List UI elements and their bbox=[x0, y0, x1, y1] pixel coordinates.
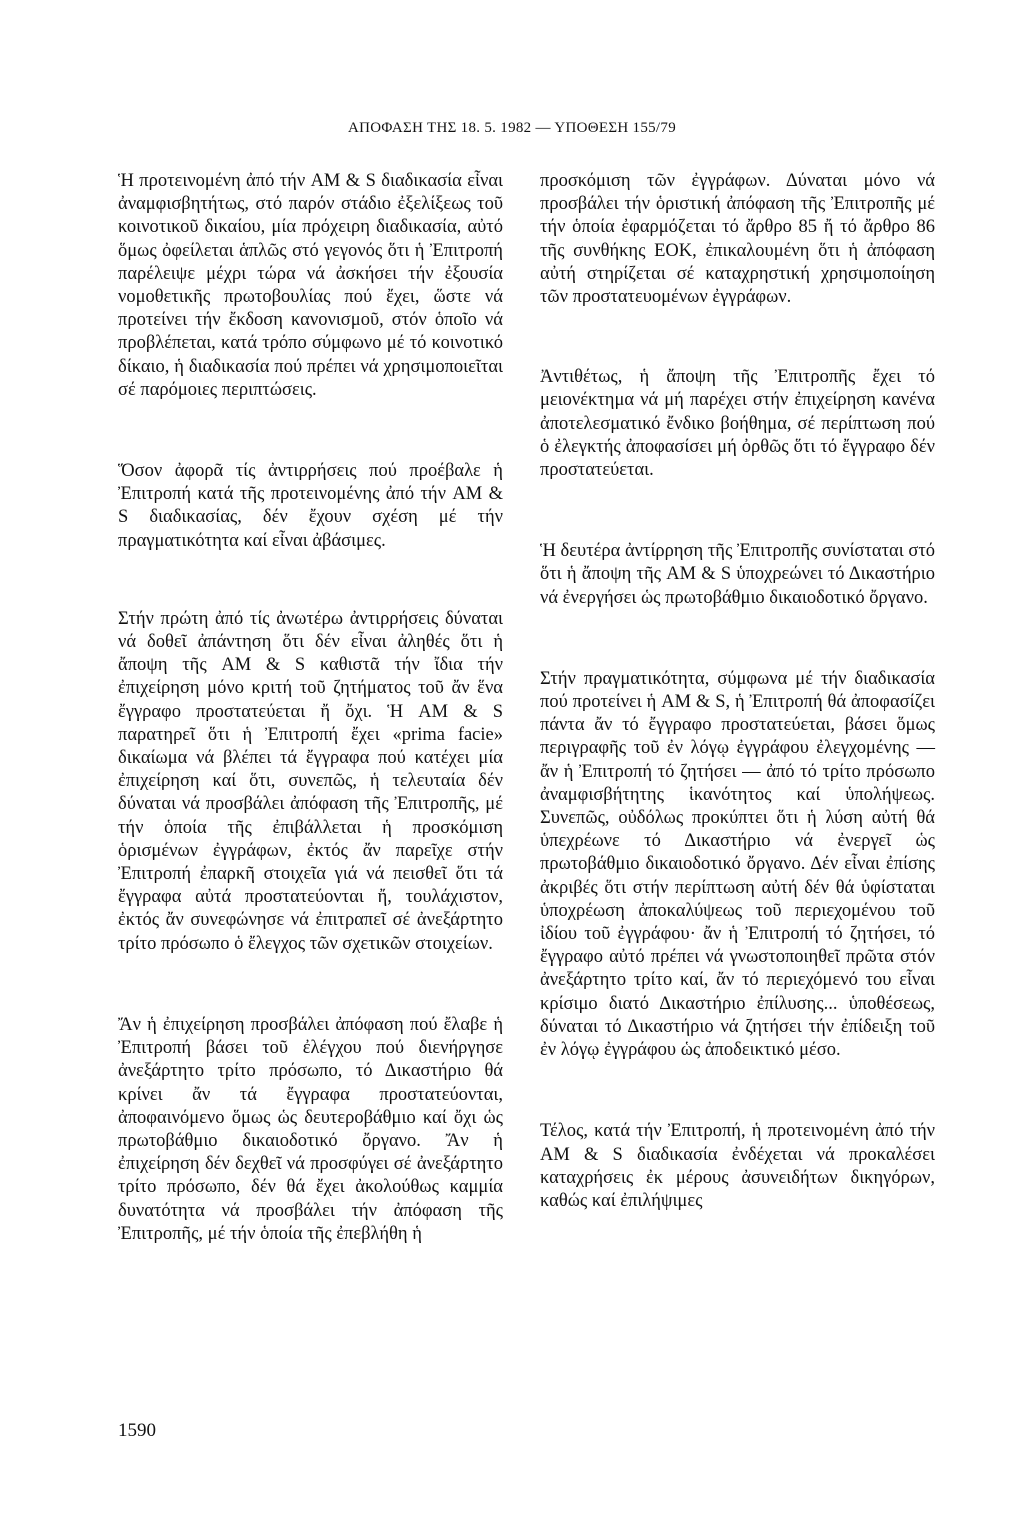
left-column bbox=[118, 170, 503, 1246]
paragraph: προσκόμιση τῶν ἐγγράφων. Δύναται μόνο νά προσβάλει τήν ὁριστική ἀπόφαση τῆς Ἐπιτροπῆς μέ τήν ὁποία ἐφαρμόζεται τό ἄρθρο 85 ἤ τό ἄρθρο 86 τῆς συνθήκης ΕΟΚ, ἐπικαλουμένη ὅτι ἡ ἀπόφαση αὐτή στηρίζεται σέ καταχρηστική χρησιμοποίηση τῶν προστατευομένων ἐγγράφων. bbox=[540, 171, 935, 308]
paragraph: Ἡ δευτέρα ἀντίρρηση τῆς Ἐπιτροπῆς συνίσταται στό ὅτι ἡ ἄποψη τῆς AM & S ὑποχρεώνει τό Δικαστήριο νά ἐνεργήσει ὡς πρωτοβάθμιο δικαιοδοτικό ὄργανο. bbox=[540, 541, 935, 608]
paragraph: Ὅσον ἀφορᾶ τίς ἀντιρρήσεις πού προέβαλε ἡ Ἐπιτροπή κατά τῆς προτεινομένης ἀπό τήν AM & S διαδικασίας, δέν ἔχουν σχέση μέ τήν πραγματικότητα καί εἶναι ἀβάσιμες. bbox=[118, 461, 503, 551]
paragraph: Στήν πραγματικότητα, σύμφωνα μέ τήν διαδικασία πού προτείνει ἡ AM & S, ἡ Ἐπιτροπή θά ἀποφασίζει πάντα ἄν τό ἔγγραφο προστατεύεται, βάσει ὅμως περιγραφῆς τοῦ ἐν λόγῳ ἐγγράφου ἐλεγχομένης — ἄν ἡ Ἐπιτροπή τό ζητήσει — ἀπό τό τρίτο πρόσωπο ἀναμφισβήτητης ἱκανότητος καί ὑπολήψεως. Συνεπῶς, οὐδόλως προκύπτει ὅτι ἡ λύση αὐτή θά ὑπεχρέωνε τό Δικαστήριο νά ἐνεργεῖ ὡς πρωτοβάθμιο δικαιοδοτικό ὄργανο. Δέν εἶναι ἐπίσης ἀκριβές ὅτι στήν περίπτωση αὐτή δέν θά ὑφίσταται ὑποχρέωση ἀποκαλύψεως τοῦ περιεχομένου τοῦ ἰδίου τοῦ ἐγγράφου· ἄν ἡ Ἐπιτροπή τό ζητήσει, τό ἔγγραφο αὐτό πρέπει νά γνωστοποιηθεῖ πρῶτα στόν ἀνεξάρτητο τρίτο καί, ἄν τό περιεχόμενό του εἶναι κρίσιμο διατό Δικαστήριο ἐπίλυσης... ὑποθέσεως, δύναται τό Δικαστήριο νά ζητήσει τήν ἐπίδειξη τοῦ ἐν λόγῳ ἐγγράφου ὡς ἀποδεικτικό μέσο. bbox=[540, 668, 935, 1061]
page-number: 1590 bbox=[118, 1420, 156, 1441]
paragraph: Στήν πρώτη ἀπό τίς ἀνωτέρω ἀντιρρήσεις δύναται νά δοθεῖ ἀπάντηση ὅτι δέν εἶναι ἀληθές ὅτι ἡ ἄποψη τῆς AM & S καθιστᾶ τήν ἴδια τήν ἐπιχείρηση μόνο κριτή τοῦ ζητήματος τοῦ ἄν ἕνα ἔγγραφο προστατεύεται ἤ ὄχι. Ἡ AM & S παρατηρεῖ ὅτι ἡ Ἐπιτροπή ἔχει «prima facie» δικαίωμα νά βλέπει τά ἔγγραφα πού κατέχει μία ἐπιχείρηση καί ὅτι, συνεπῶς, ἡ τελευταία δέν δύναται νά προσβάλει ἀπόφαση τῆς Ἐπιτροπῆς, μέ τήν ὁποία τῆς ἐπιβάλλεται ἡ προσκόμιση ὁρισμένων ἐγγράφων, ἐκτός ἄν παρεῖχε στήν Ἐπιτροπή ἐπαρκῆ στοιχεῖα γιά νά πεισθεῖ ὅτι τά ἔγγραφα αὐτά προστατεύονται ἤ, τουλάχιστον, ἐκτός ἄν συνεφώνησε νά ἐπιτραπεῖ σέ ἀνεξάρτητο τρίτο πρόσωπο ὁ ἔλεγχος τῶν σχετικῶν στοιχείων. bbox=[118, 608, 503, 954]
paragraph: Ἡ προτεινομένη ἀπό τήν AM & S διαδικασία εἶναι ἀναμφισβητήτως, στό παρόν στάδιο ἐξελίξεως τοῦ κοινοτικοῦ δικαίου, μία πρόχειρη διαδικασία, αὐτό ὅμως ὀφείλεται ἁπλῶς στό γεγονός ὅτι ἡ Ἐπιτροπή παρέλειψε μέχρι τώρα νά ἀσκήσει τήν ἐξουσία νομοθετικῆς πρωτοβουλίας πού ἔχει, ὥστε νά προτείνει τήν ἔκδοση κανονισμοῦ, στόν ὁποῖο νά προβλέπεται, κατά τρόπο σύμφωνο μέ τό κοινοτικό δίκαιο, ἡ διαδικασία πού πρέπει νά χρησιμοποιεῖται σέ παρόμοιες περιπτώσεις. bbox=[118, 171, 503, 400]
paragraph: Τέλος, κατά τήν Ἐπιτροπή, ἡ προτεινομένη ἀπό τήν AM & S διαδικασία ἐνδέχεται νά προκαλέσει καταχρήσεις ἐκ μέρους ἀσυνειδήτων δικηγόρων, καθώς καί ἐπιλήψιμες bbox=[540, 1121, 935, 1211]
right-column bbox=[540, 170, 935, 1213]
running-header: ΑΠΟΦΑΣΗ ΤΗΣ 18. 5. 1982 — ΥΠΟΘΕΣΗ 155/79 bbox=[347, 120, 676, 136]
paragraph: Ἀντιθέτως, ἡ ἄποψη τῆς Ἐπιτροπῆς ἔχει τό μειονέκτημα νά μή παρέχει στήν ἐπιχείρηση κανένα ἀποτελεσματικό ἔνδικο βοήθημα, σέ περίπτωση πού ὁ ἐλεγκτής ἀποφασίσει μή ὀρθῶς ὅτι τό ἔγγραφο δέν προστατεύεται. bbox=[540, 367, 935, 481]
paragraph: Ἄν ἡ ἐπιχείρηση προσβάλει ἀπόφαση πού ἔλαβε ἡ Ἐπιτροπή βάσει τοῦ ἐλέγχου πού διενήργησε ἀνεξάρτητο τρίτο πρόσωπο, τό Δικαστήριο θά κρίνει ἄν τά ἔγγραφα προστατεύονται, ἀποφαινόμενο ὅμως ὡς δευτεροβάθμιο καί ὄχι ὡς πρωτοβάθμιο δικαιοδοτικό ὄργανο. Ἄν ἡ ἐπιχείρηση δέν δεχθεῖ νά προσφύγει σέ ἀνεξάρτητο τρίτο πρόσωπο, δέν θά ἔχει ἀκολούθως καμμία δυνατότητα νά προσβάλει τήν ἀπόφαση τῆς Ἐπιτροπῆς, μέ τήν ὁποία τῆς ἐπεβλήθη ἡ bbox=[118, 1014, 503, 1244]
